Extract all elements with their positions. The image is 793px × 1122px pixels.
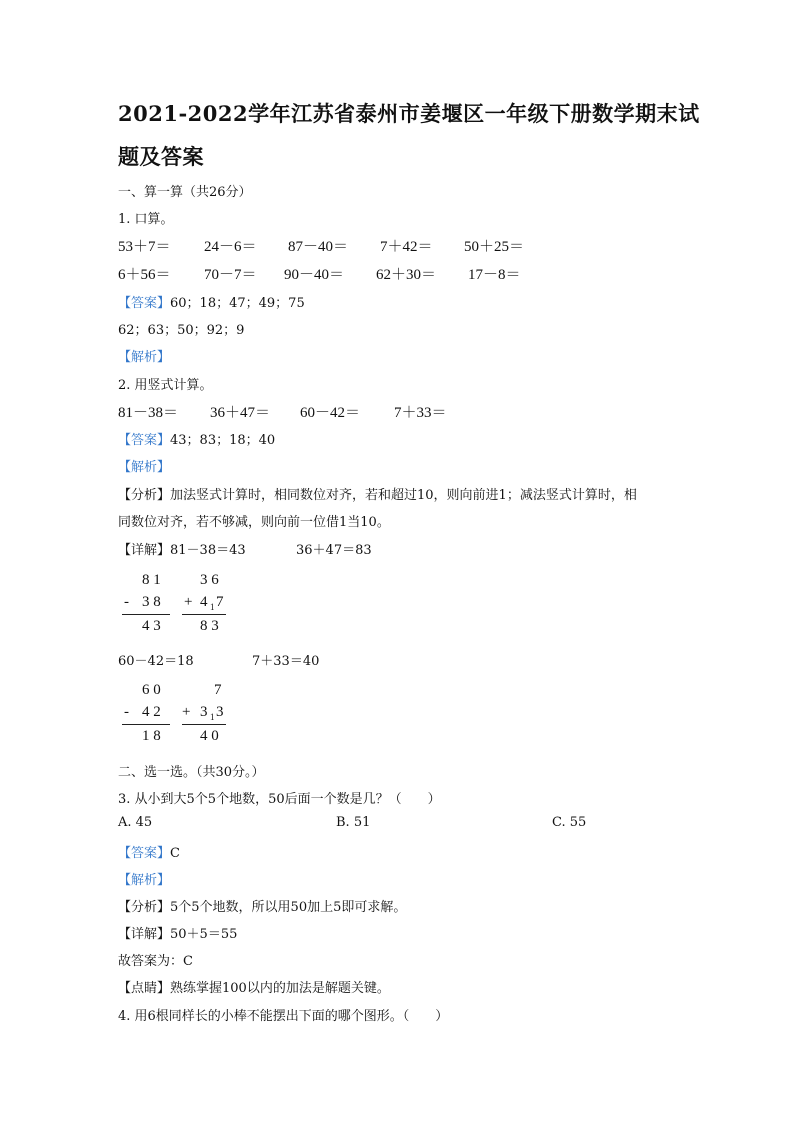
vc-second: 3 — [200, 704, 208, 720]
vc-second: 7 — [216, 594, 224, 610]
vc-second: 3 8 — [142, 594, 161, 610]
q1-expr: 50＋25＝ — [464, 239, 525, 255]
q1-expr: 70－7＝ — [204, 267, 257, 283]
q1-label: 1. 口算。 — [118, 212, 174, 227]
fenxi-text: 5个5个地数，所以用50加上5即可求解。 — [170, 900, 407, 915]
q2-fenxi-line2: 同数位对齐，若不够减，则向前一位借1当10。 — [118, 515, 390, 530]
q1-expr: 17－8＝ — [468, 267, 521, 283]
vc-top: 7 — [214, 682, 222, 698]
document-title-line2: 题及答案 — [118, 144, 204, 169]
vc-second: 3 — [216, 704, 224, 720]
vc-top: 3 6 — [200, 572, 219, 588]
vc-operator: + — [184, 594, 193, 610]
vc-top: 8 1 — [142, 572, 161, 588]
q2-label: 2. 用竖式计算。 — [118, 378, 213, 393]
q1-expr: 7＋42＝ — [380, 239, 433, 255]
answer-text: C — [170, 846, 180, 861]
section-1-heading: 一、算一算（共26分） — [118, 185, 252, 200]
q2-expr: 60－42＝ — [300, 405, 361, 421]
document-title-line1: 2021-2022学年江苏省泰州市姜堰区一年级下册数学期末试 — [118, 101, 700, 126]
vc-operator: - — [124, 594, 129, 610]
vertical-calc-60-42 — [120, 682, 180, 748]
q3-conclusion: 故答案为：C — [118, 954, 193, 969]
vc-rule — [182, 614, 226, 615]
q2-xiangjie — [118, 539, 246, 558]
q1-expr: 90－40＝ — [284, 267, 345, 283]
q3-option-a: A. 45 — [118, 815, 153, 830]
q2-analysis-tag — [118, 456, 170, 475]
q2-answer — [118, 429, 275, 448]
answer-text: 60；18；47；49；75 — [170, 296, 305, 311]
xiangjie-tag: 【详解】 — [118, 927, 171, 942]
fenxi-text: 加法竖式计算时，相同数位对齐，若和超过10，则向前进1；减法竖式计算时，相 — [170, 488, 637, 503]
answer-tag: 【答案】 — [118, 433, 171, 448]
section-2-heading: 二、选一选。（共30分。） — [118, 765, 265, 780]
vc-carry: 1 — [210, 712, 215, 722]
q2-expr: 7＋33＝ — [394, 405, 447, 421]
q3-option-b: B. 51 — [336, 815, 371, 830]
q1-expr: 87－40＝ — [288, 239, 349, 255]
vc-result: 4 0 — [200, 728, 219, 744]
q1-expr: 53＋7＝ — [118, 239, 171, 255]
vc-top: 6 0 — [142, 682, 161, 698]
analysis-tag: 【解析】 — [118, 460, 171, 475]
equation: 50＋5＝55 — [170, 927, 238, 942]
q2-expr: 36＋47＝ — [210, 405, 271, 421]
vc-rule — [122, 724, 170, 725]
vc-result: 4 3 — [142, 618, 161, 634]
q2-expr: 81－38＝ — [118, 405, 179, 421]
q3-label: 3. 从小到大5个5个地数，50后面一个数是几？（ ） — [118, 792, 441, 807]
q2-fenxi — [118, 484, 637, 503]
vc-result: 8 3 — [200, 618, 219, 634]
q1-expr: 24－6＝ — [204, 239, 257, 255]
fenxi-tag: 【分析】 — [118, 900, 171, 915]
answer-tag: 【答案】 — [118, 296, 171, 311]
answer-tag: 【答案】 — [118, 846, 171, 861]
vc-second: 4 — [200, 594, 208, 610]
vertical-calc-36-47 — [180, 572, 240, 638]
vc-rule — [122, 614, 170, 615]
analysis-tag: 【解析】 — [118, 350, 171, 365]
vc-operator: - — [124, 704, 129, 720]
xiangjie-tag: 【详解】 — [118, 543, 171, 558]
vc-rule — [182, 724, 226, 725]
fenxi-tag: 【分析】 — [118, 488, 171, 503]
q1-answer-line2: 62；63；50；92；9 — [118, 323, 245, 338]
answer-text: 43；83；18；40 — [170, 433, 276, 448]
equation: 36＋47＝83 — [296, 543, 372, 558]
q3-option-c: C. 55 — [552, 815, 587, 830]
q1-analysis-tag — [118, 346, 170, 365]
q1-expr: 6＋56＝ — [118, 267, 171, 283]
vc-carry: 1 — [210, 602, 215, 612]
vc-result: 1 8 — [142, 728, 161, 744]
q4-label: 4. 用6根同样长的小棒不能摆出下面的哪个图形。（ ） — [118, 1009, 449, 1024]
vertical-calc-81-38 — [120, 572, 180, 638]
q3-xiangjie — [118, 923, 237, 942]
vc-operator: + — [182, 704, 191, 720]
analysis-tag: 【解析】 — [118, 873, 171, 888]
q3-analysis-tag — [118, 869, 170, 888]
dianjing-tag: 【点睛】 — [118, 981, 171, 996]
q1-expr: 62＋30＝ — [376, 267, 437, 283]
q3-fenxi — [118, 896, 406, 915]
equation: 7＋33＝40 — [252, 654, 320, 669]
dianjing-text: 熟练掌握100以内的加法是解题关键。 — [170, 981, 390, 996]
vc-second: 4 2 — [142, 704, 161, 720]
q3-answer — [118, 842, 180, 861]
vertical-calc-7-33 — [180, 682, 240, 748]
equation: 60－42＝18 — [118, 654, 194, 669]
equation: 81－38＝43 — [170, 543, 246, 558]
q3-dianjing — [118, 977, 390, 996]
q1-answer — [118, 292, 305, 311]
